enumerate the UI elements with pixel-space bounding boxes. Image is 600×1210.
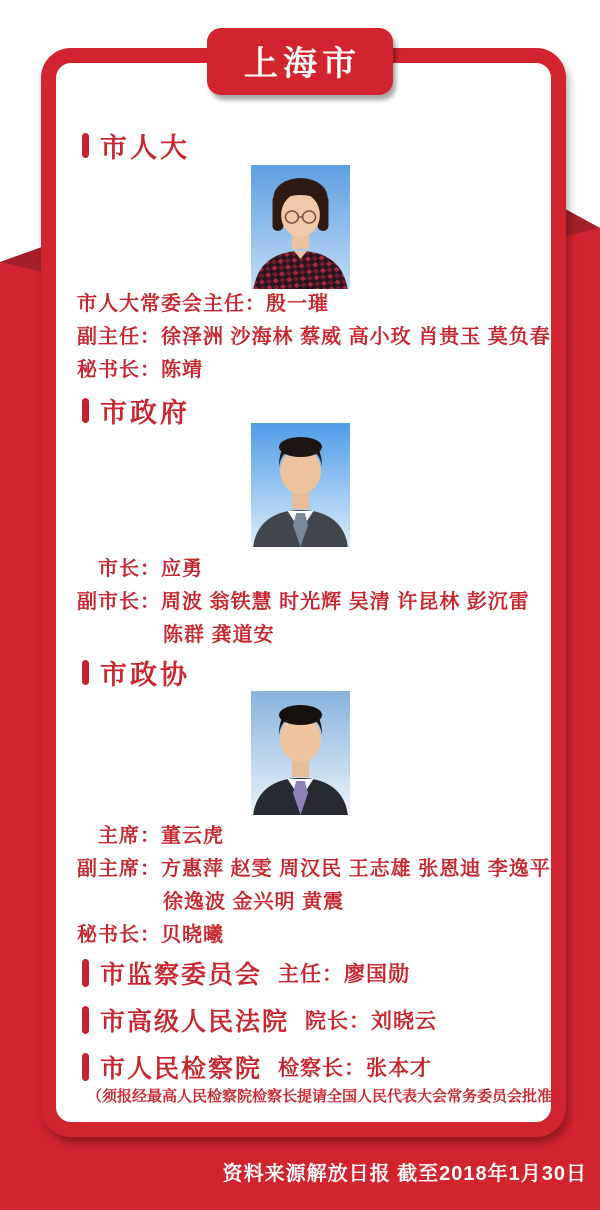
city-title-badge bbox=[207, 28, 393, 95]
content-card bbox=[41, 48, 566, 1137]
heading-bar-icon bbox=[82, 1053, 89, 1081]
leader-line: 徐逸波 金兴明 黄震 bbox=[163, 891, 345, 913]
institution-leader: 检察长：张本才 bbox=[278, 1057, 433, 1080]
portrait-photo-zhengxie bbox=[251, 691, 350, 815]
institution-name: 市高级人民法院 bbox=[100, 1008, 290, 1036]
zhengxie-leaders bbox=[77, 820, 551, 952]
leader-line: 市人大常委会主任：殷一璀 bbox=[77, 293, 329, 315]
portrait-man-image bbox=[251, 691, 350, 815]
leader-line: 主席：董云虎 bbox=[98, 825, 224, 847]
leader-line: 副主任：徐泽洲 沙海林 蔡威 高小玫 肖贵玉 莫负春 bbox=[77, 326, 551, 348]
institution-leader: 主任：廖国勋 bbox=[278, 963, 411, 986]
leader-line: 副市长：周波 翁铁慧 时光辉 吴清 许昆林 彭沉雷 bbox=[77, 591, 530, 613]
institution-leader: 院长：刘晓云 bbox=[305, 1010, 438, 1033]
portrait-man-image bbox=[251, 423, 350, 547]
zhengfu-leaders bbox=[77, 553, 530, 652]
section-heading-label: 市政协 bbox=[100, 660, 190, 690]
portrait-photo-renda bbox=[251, 165, 350, 289]
leader-line: 秘书长：贝晓曦 bbox=[77, 924, 224, 946]
portrait-woman-image bbox=[251, 165, 350, 289]
heading-bar-icon bbox=[82, 959, 89, 987]
heading-bar-icon bbox=[82, 133, 89, 158]
portrait-photo-zhengfu bbox=[251, 423, 350, 547]
city-title: 上海市 bbox=[244, 45, 361, 83]
source-note: 资料来源解放日报 截至2018年1月30日 bbox=[222, 1163, 587, 1185]
institution-name: 市监察委员会 bbox=[100, 961, 263, 989]
leader-line: 秘书长：陈靖 bbox=[77, 359, 203, 381]
renda-leaders bbox=[77, 288, 551, 387]
heading-bar-icon bbox=[82, 660, 89, 685]
row-jiancha bbox=[82, 955, 410, 991]
leader-line: 副主席：方惠萍 赵雯 周汉民 王志雄 张恩迪 李逸平 bbox=[77, 858, 551, 880]
leader-line: 市长：应勇 bbox=[98, 558, 203, 580]
section-heading-zhengfu bbox=[82, 391, 190, 430]
row-jianchayuan bbox=[82, 1049, 432, 1085]
institution-name: 市人民检察院 bbox=[100, 1055, 263, 1083]
section-heading-label: 市人大 bbox=[100, 133, 190, 163]
approval-note: （须报经最高人民检察院检察长提请全国人民代表大会常务委员会批准） bbox=[87, 1088, 568, 1105]
section-heading-renda bbox=[82, 126, 190, 165]
section-heading-zhengxie bbox=[82, 653, 190, 692]
row-fayuan bbox=[82, 1002, 437, 1038]
section-heading-label: 市政府 bbox=[100, 398, 190, 428]
heading-bar-icon bbox=[82, 1006, 89, 1034]
heading-bar-icon bbox=[82, 398, 89, 423]
leader-line: 陈群 龚道安 bbox=[163, 624, 275, 646]
